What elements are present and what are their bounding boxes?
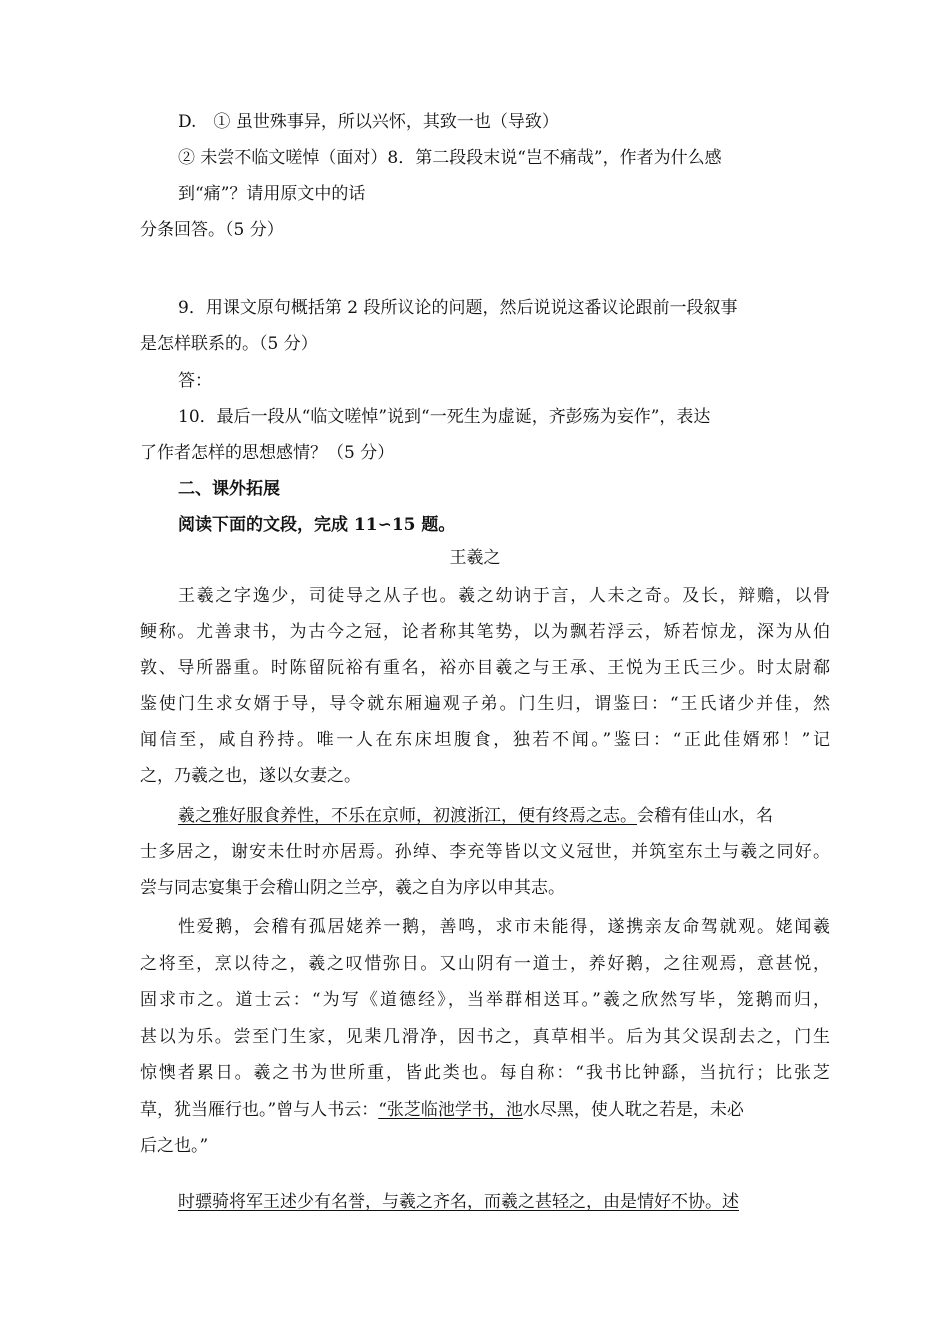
paragraph-1-line-1: 王羲之字逸少，司徒导之从子也。羲之幼讷于言，人未之奇。及长，辩赡，以骨: [178, 586, 830, 606]
paragraph-3-line-4: 甚以为乐。尝至门生家，见棐几滑净，因书之，真草相半。后为其父误刮去之，门生: [140, 1027, 830, 1047]
paragraph-2-line-1-rest: 会稽有佳山水，名: [637, 806, 773, 826]
paragraph-1-line-2: 鲠称。尤善隶书，为古今之冠，论者称其笔势，以为飘若浮云，矫若惊龙，深为从伯: [140, 622, 830, 642]
paragraph-3-line-1: 性爱鹅，会稽有孤居姥养一鹅，善鸣，求市未能得，遂携亲友命驾就观。姥闻羲: [178, 917, 830, 937]
question-9-line-2: 是怎样联系的。（5 分）: [140, 334, 318, 354]
question-10-line-2: 了作者怎样的思想感情？（5 分）: [140, 443, 395, 463]
underlined-quote: “张芝临池学书，池: [378, 1100, 523, 1120]
paragraph-2-line-3: 尝与同志宴集于会稽山阴之兰亭，羲之自为序以申其志。: [140, 878, 565, 898]
paragraph-3-line-5: 惊懊者累日。羲之书为世所重，皆此类也。每自称：“我书比钟繇，当抗行；比张芝: [140, 1063, 830, 1083]
question-10-line-1: 10．最后一段从“临文嗟悼”说到“一死生为虚诞，齐彭殇为妄作”，表达: [178, 407, 711, 427]
question-8-line-3: 分条回答。（5 分）: [140, 220, 284, 240]
underlined-sentence-2: 时骠骑将军王述少有名誉，与羲之齐名，而羲之甚轻之，由是情好不协。述: [178, 1192, 739, 1212]
question-8-line-1: ② 未尝不临文嗟悼（面对）8．第二段段末说“岂不痛哉”，作者为什么感: [178, 148, 722, 168]
paragraph-4-line-1: [178, 1190, 830, 1214]
option-d-line: D. ① 虽世殊事异，所以兴怀，其致一也（导致）: [178, 112, 559, 132]
answer-label: 答：: [178, 371, 212, 391]
paragraph-1-line-3: 敦、导所器重。时陈留阮裕有重名，裕亦目羲之与王承、王悦为王氏三少。时太尉郗: [140, 658, 830, 678]
paragraph-2-line-1: [178, 804, 830, 828]
paragraph-3-line-6-end: 水尽黑，使人耽之若是，未必: [522, 1100, 744, 1120]
passage-title: 王羲之: [449, 548, 501, 568]
section-heading: 二、课外拓展: [178, 479, 280, 499]
paragraph-3-line-2: 之将至，烹以待之，羲之叹惜弥日。又山阴有一道士，养好鹅，之往观焉，意甚悦，: [140, 954, 830, 974]
paragraph-3-line-3: 固求市之。道士云：“为写《道德经》，当举群相送耳。”羲之欣然写毕，笼鹅而归，: [140, 990, 830, 1010]
paragraph-1-line-5: 闻信至，咸自矜持。唯一人在东床坦腹食，独若不闻。”鉴曰：“正此佳婿邪！”记: [140, 730, 830, 750]
paragraph-1-line-4: 鉴使门生求女婿于导，导令就东厢遍观子弟。门生归，谓鉴曰：“王氏诸少并佳，然: [140, 694, 830, 714]
paragraph-3-line-7: 后之也。”: [140, 1136, 209, 1156]
paragraph-3-line-6-start: 草，犹当雁行也。”曾与人书云：: [140, 1100, 379, 1120]
reading-instruction: 阅读下面的文段，完成 11∽15 题。: [178, 515, 456, 535]
underlined-sentence-1: 羲之雅好服食养性，不乐在京师，初渡浙江，便有终焉之志。: [178, 806, 637, 826]
paragraph-1-line-6: 之，乃羲之也，遂以女妻之。: [140, 766, 361, 786]
question-8-line-2: 到“痛”？请用原文中的话: [178, 184, 366, 204]
paragraph-3-line-6: [140, 1098, 830, 1122]
question-9-line-1: 9．用课文原句概括第 2 段所议论的问题，然后说说这番议论跟前一段叙事: [178, 298, 738, 318]
paragraph-2-line-2: 士多居之，谢安未仕时亦居焉。孙绰、李充等皆以文义冠世，并筑室东土与羲之同好。: [140, 842, 830, 862]
